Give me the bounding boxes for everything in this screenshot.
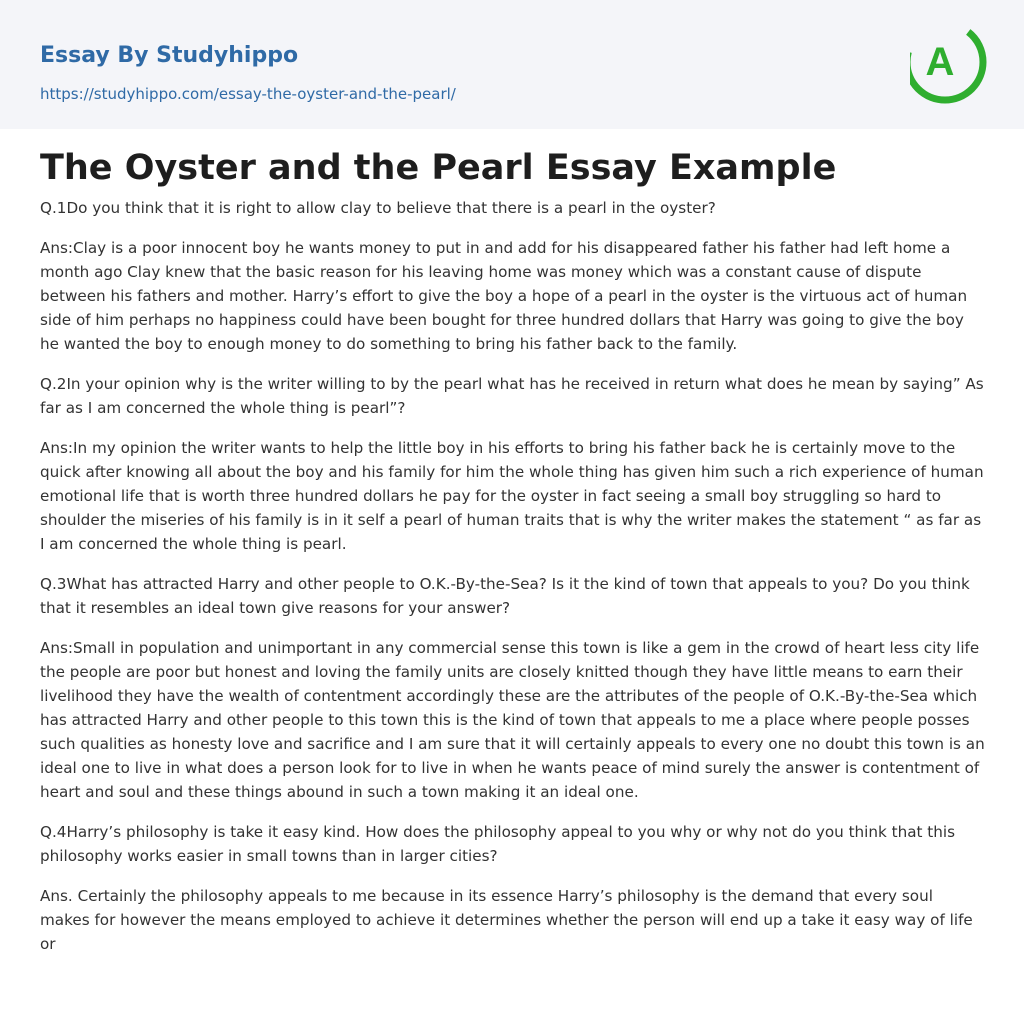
site-brand[interactable]: Essay By Studyhippo — [40, 43, 299, 68]
article — [40, 145, 986, 956]
answer-1: Ans:Clay is a poor innocent boy he wants money to put in and add for his disappeared father his father had left home a month ago Clay knew that the basic reason for his leaving home was money which was a constant cause of dispute between his fathers and mother. Harry’s effort to give the boy a hope of a pearl in the oyster is the virtuous act of human side of him perhaps no happiness could have been bought for three hundred dollars that Harry was going to give the boy he wanted the boy to enough money to do something to bring his father back to the family. — [40, 239, 968, 353]
question-2: Q.2In your opinion why is the writer willing to by the pearl what has he received in return what does he mean by saying” As far as I am concerned the whole thing is pearl”? — [40, 375, 984, 417]
page-title: The Oyster and the Pearl Essay Example — [40, 148, 837, 188]
logo-letter: A — [925, 40, 955, 84]
source-url-link[interactable]: https://studyhippo.com/essay-the-oyster-and-the-pearl/ — [40, 85, 456, 103]
question-4: Q.4Harry’s philosophy is take it easy kind. How does the philosophy appeal to you why or why not do you think that this philosophy works easier in small towns than in larger cities? — [40, 823, 956, 865]
studyhippo-logo-icon[interactable] — [910, 18, 988, 106]
question-1: Q.1Do you think that it is right to allow clay to believe that there is a pearl in the oyster? — [40, 199, 716, 217]
site-header — [0, 0, 1024, 129]
answer-2: Ans:In my opinion the writer wants to help the little boy in his efforts to bring his father back he is certainly move to the quick after knowing all about the boy and his family for him the whole thing has given him such a rich experience of human emotional life that is worth three hundred dollars he pay for the oyster in fact seeing a small boy struggling so hard to shoulder the miseries of his family is in it self a pearl of human traits that is why the writer makes the statement “ as far as I am concerned the whole thing is pearl. — [40, 439, 984, 553]
answer-4: Ans. Certainly the philosophy appeals to me because in its essence Harry’s philosophy is the demand that every soul makes for however the means employed to achieve it determines whether the person will end up a take it easy way of life or — [40, 887, 973, 953]
question-3: Q.3What has attracted Harry and other people to O.K.-By-the-Sea? Is it the kind of town that appeals to you? Do you think that it resembles an ideal town give reasons for your answer? — [40, 575, 970, 617]
answer-3: Ans:Small in population and unimportant in any commercial sense this town is like a gem in the crowd of heart less city life the people are poor but honest and loving the family units are closely knitted though they have little means to earn their livelihood they have the wealth of contentment accordingly these are the attributes of the people of O.K.-By-the-Sea which has attracted Harry and other people to this town this is the kind of town that appeals to me a place where people posses such qualities as honesty love and sacrifice and I am sure that it will certainly appeals to every one no doubt this town is an ideal one to live in what does a person look for to live in when he wants peace of mind surely the answer is contentment of heart and soul and these things abound in such a town making it an ideal one. — [40, 639, 985, 801]
